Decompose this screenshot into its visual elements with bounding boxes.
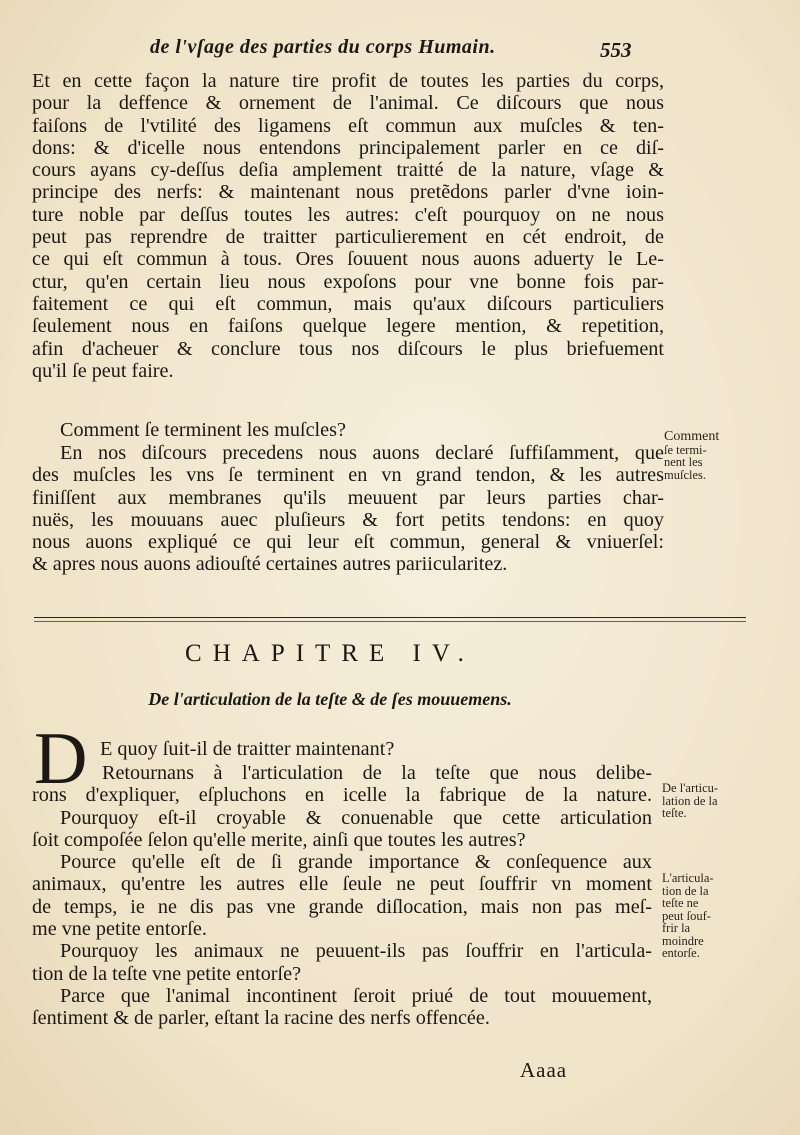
divider-rule-thin [34,621,746,622]
margin-note-line: muſcles. [664,467,707,482]
margin-note-line: entorſe. [662,946,700,960]
text-line: E quoy ſuit-il de traitter maintenant? [100,738,395,760]
margin-note-line: moindre [662,933,704,948]
margin-note-line: tion de la [662,883,709,898]
text-line: rons d'expliquer, eſpluchons en icelle la fabrique de la nature. [32,784,652,807]
margin-note-3 [662,872,714,960]
text-line: ce qui eſt commun à tous. Ores ſouuent nous auons aduerty le Le- [32,248,664,271]
margin-note-1 [664,431,719,481]
text-line: & apres nous auons adiouſté certaines autres pariicularitez. [32,553,508,576]
text-line: ſoit compoſée ſelon qu'elle merite, ainſi que toutes les autres? [32,828,526,851]
text-line: cours ayans cy-deſſus deſia amplement traitté de la nature, vſage & [32,159,664,182]
text-line: faiſons de l'vtilité des ligamens eſt commun aux muſcles & ten- [32,114,664,137]
margin-note-line: frir la [662,921,691,935]
text-line: ſentiment & de parler, eſtant la racine des nerfs offencée. [32,1007,490,1030]
text-line: En nos diſcours precedens nous auons declaré ſuffiſamment, que [60,442,664,464]
text-line: faitement ce qui eſt commun, mais qu'aux diſcours particuliers [32,292,664,315]
text-line: nous auons expliqué ce qui leur eſt commun, general & vniuerſel: [32,531,664,554]
margin-note-2 [662,782,718,820]
text-line: dons: & d'icelle nous entendons principalement parler en ce diſ- [32,136,664,159]
text-line: qu'il ſe peut faire. [32,359,174,382]
margin-note-line: L'articula- [662,871,714,885]
text-line: peut pas reprendre de traitter particulierement en cét endroit, de [32,226,664,249]
text-line: Pourquoy eſt-il croyable & conuenable que cette articulation [60,806,652,829]
text-line: animaux, qu'entre les autres elle ſeule ne peut ſouffrir vn moment [32,873,652,896]
text-line: Pourquoy les animaux ne peuuent-ils pas ſouffrir en l'articula- [60,940,652,963]
page-number: 553 [600,38,632,62]
drop-cap: D [34,718,88,800]
text-line: Et en cette façon la nature tire profit de toutes les parties du corps, [32,70,664,92]
chapter-subtitle: De l'articulation de la teſte & de ſes mouuemens. [148,689,512,709]
margin-note-line: teſte ne [662,896,699,910]
text-line: Retournans à l'articulation de la teſte que nous delibe- [102,762,652,784]
text-line: ture noble par deſſus toutes les autres: c'eſt pourquoy on ne nous [32,203,664,226]
margin-note-line: ſe termi- [664,442,707,457]
margin-note-line: peut ſouf- [662,908,711,923]
text-line: ſeulement nous en faiſons quelque legere mention, & repetition, [32,315,664,338]
text-line: des muſcles les vns ſe terminent en vn grand tendon, & les autres [32,464,664,487]
margin-note-line: Comment [664,429,720,444]
margin-note-line: teſte. [662,806,687,820]
text-line: afin d'acheuer & conclure tous nos diſcours le plus briefuement [32,337,664,360]
question-line: Comment ſe terminent les muſcles? [60,419,346,441]
question-1 [32,419,664,441]
margin-note-line: lation de la [662,793,718,808]
margin-note-line: nent les [664,455,703,469]
text-line: nuës, les mouuans auec pluſieurs & fort petits tendons: en quoy [32,508,664,531]
text-line: Parce que l'animal incontinent ſeroit priué de tout mouuement, [60,984,652,1007]
chapter-title: CHAPITRE IV. [185,640,475,667]
text-line: me vne petite entorſe. [32,918,207,941]
text-line: finiſſent aux membranes qu'ils meuuent par leurs parties char- [32,486,664,509]
text-line: de temps, ie ne dis pas vne grande diſlocation, mais non pas meſ- [32,895,652,918]
text-line: principe des nerfs: & maintenant nous pretẽdons parler d'vne ioin- [32,181,664,204]
paragraph-2 [32,442,664,576]
text-line: ctur, qu'en certain lieu nous expoſons pour vne bonne fois par- [32,270,664,293]
text-line: Pource qu'elle eſt de ſi grande importance & conſequence aux [60,851,652,874]
margin-note-line: De l'articu- [662,781,719,795]
signature-mark: Aaaa [520,1058,568,1082]
chapter-first-line [100,738,648,760]
divider-rule [34,617,746,618]
paragraph-3 [32,762,652,1030]
running-title: de l'vſage des parties du corps Humain. [150,36,496,58]
paragraph-1 [32,70,664,382]
text-line: pour la deffence & ornement de l'animal. Ce diſcours que nous [32,92,664,115]
text-line: tion de la teſte vne petite entorſe? [32,962,302,985]
